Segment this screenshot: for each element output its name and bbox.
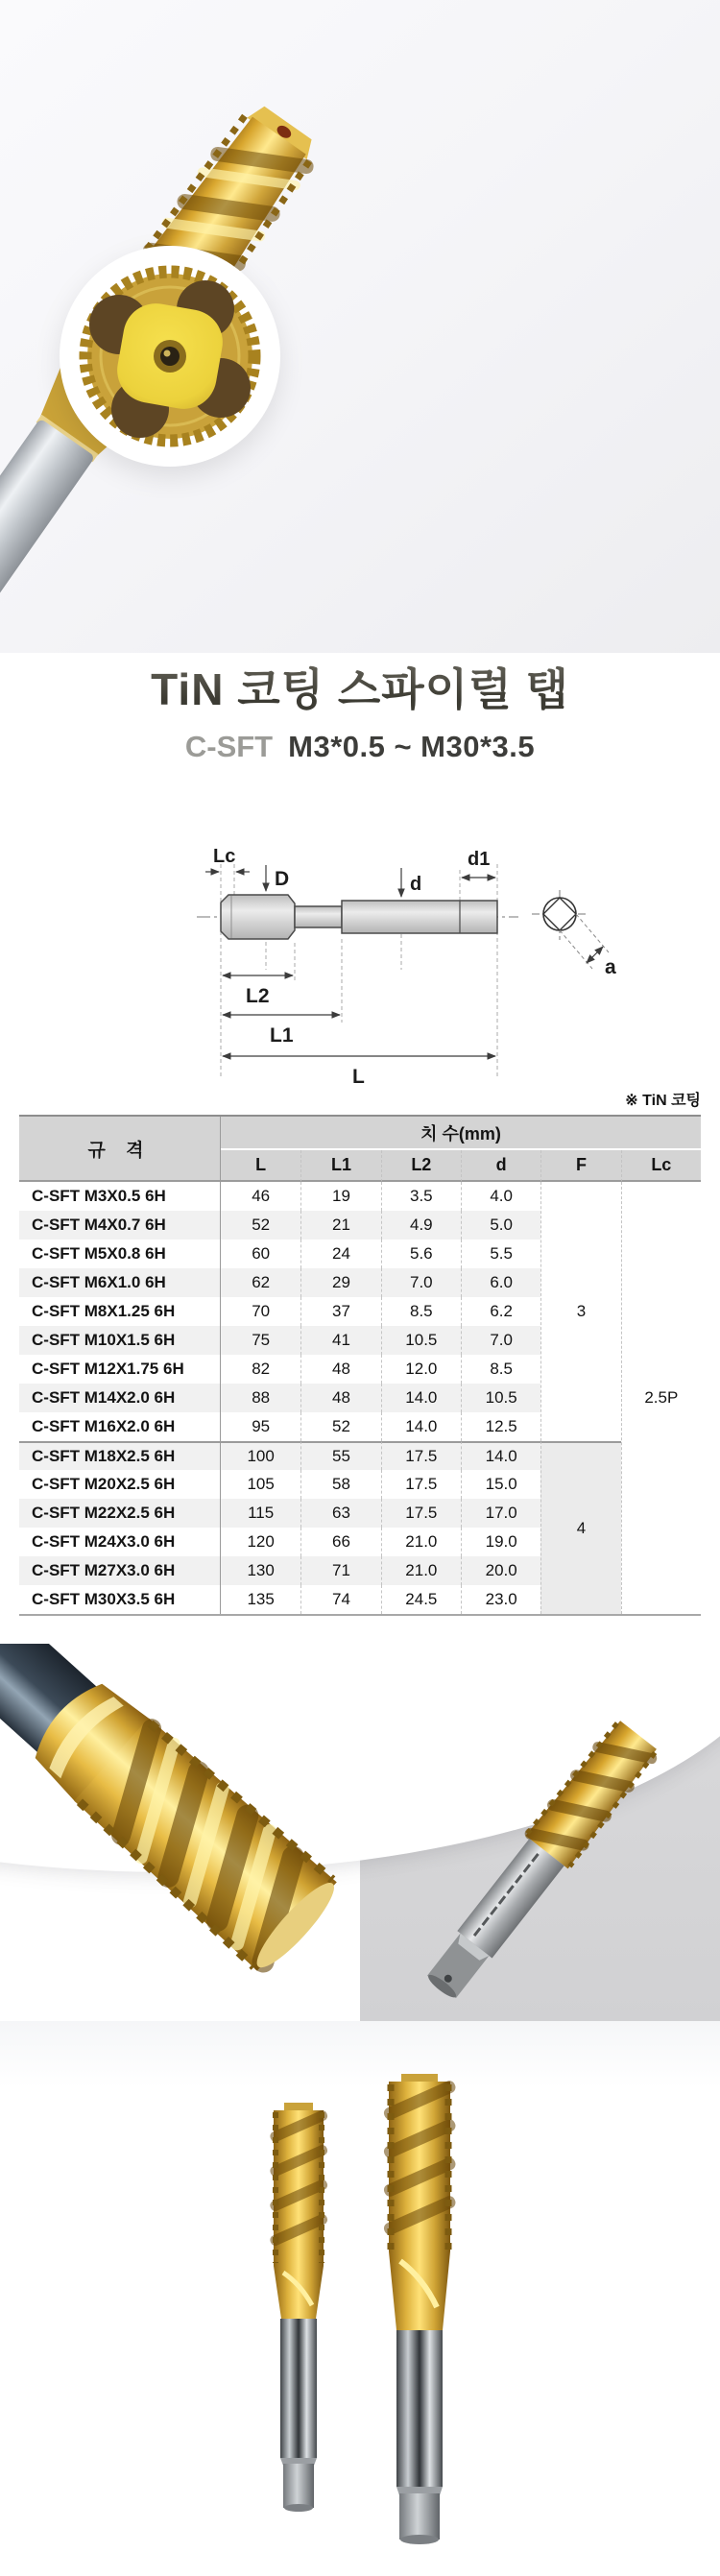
table-cell-L2: 17.5 bbox=[381, 1470, 461, 1499]
table-cell-L2: 21.0 bbox=[381, 1556, 461, 1585]
table-row-spec: C-SFT M27X3.0 6H bbox=[19, 1556, 221, 1585]
small-tap bbox=[269, 2103, 329, 2512]
table-row-spec: C-SFT M24X3.0 6H bbox=[19, 1528, 221, 1556]
table-cell-L1: 48 bbox=[300, 1355, 380, 1384]
table-cell-L2: 5.6 bbox=[381, 1240, 461, 1268]
large-tap bbox=[382, 2074, 457, 2544]
table-cell-L2: 17.5 bbox=[381, 1499, 461, 1528]
f-merged-cell-1: 3 bbox=[540, 1182, 620, 1441]
diagram-label-D: D bbox=[275, 868, 290, 890]
table-cell-L: 95 bbox=[221, 1412, 300, 1441]
table-cell-L: 75 bbox=[221, 1326, 300, 1355]
table-cell-L2: 21.0 bbox=[381, 1528, 461, 1556]
table-cell-d: 6.0 bbox=[461, 1268, 540, 1297]
table-cell-L: 70 bbox=[221, 1297, 300, 1326]
hero-section bbox=[0, 0, 720, 653]
diagram-label-L: L bbox=[352, 1066, 365, 1088]
sub-header-L: L bbox=[221, 1150, 300, 1182]
dims-header: 치 수(mm) bbox=[221, 1117, 701, 1150]
subtitle-range: M3*0.5 ~ M30*3.5 bbox=[288, 730, 536, 763]
table-cell-L1: 66 bbox=[300, 1528, 380, 1556]
two-taps-photo bbox=[0, 2021, 720, 2576]
table-cell-L1: 74 bbox=[300, 1585, 380, 1614]
table-cell-d: 17.0 bbox=[461, 1499, 540, 1528]
table-row-spec: C-SFT M30X3.5 6H bbox=[19, 1585, 221, 1614]
table-cell-L2: 7.0 bbox=[381, 1268, 461, 1297]
page-title: TiN 코팅 스파이럴 탭 bbox=[0, 655, 720, 718]
table-cell-L2: 17.5 bbox=[381, 1441, 461, 1470]
subtitle-model: C-SFT bbox=[184, 730, 274, 763]
table-row-spec: C-SFT M6X1.0 6H bbox=[19, 1268, 221, 1297]
table-cell-L2: 14.0 bbox=[381, 1384, 461, 1412]
tap-point-closeup bbox=[60, 246, 280, 467]
subtitle bbox=[0, 730, 720, 764]
table-row-spec: C-SFT M18X2.5 6H bbox=[19, 1441, 221, 1470]
table-cell-L2: 3.5 bbox=[381, 1182, 461, 1211]
table-cell-d: 5.0 bbox=[461, 1211, 540, 1240]
inset-circle bbox=[60, 246, 280, 467]
table-row-spec: C-SFT M5X0.8 6H bbox=[19, 1240, 221, 1268]
table-row-spec: C-SFT M10X1.5 6H bbox=[19, 1326, 221, 1355]
sub-header-Lc: Lc bbox=[621, 1150, 701, 1182]
diagram-label-L1: L1 bbox=[270, 1024, 294, 1047]
diagram-label-d: d bbox=[410, 874, 422, 895]
table-cell-L1: 37 bbox=[300, 1297, 380, 1326]
table-cell-L: 100 bbox=[221, 1441, 300, 1470]
table-cell-L: 130 bbox=[221, 1556, 300, 1585]
table-cell-L: 60 bbox=[221, 1240, 300, 1268]
spec-table bbox=[19, 1115, 701, 1616]
table-cell-d: 14.0 bbox=[461, 1441, 540, 1470]
table-cell-L2: 8.5 bbox=[381, 1297, 461, 1326]
f-merged-cell-2: 4 bbox=[540, 1441, 620, 1614]
table-row-spec: C-SFT M3X0.5 6H bbox=[19, 1182, 221, 1211]
table-cell-d: 4.0 bbox=[461, 1182, 540, 1211]
table-cell-L: 115 bbox=[221, 1499, 300, 1528]
table-cell-L1: 58 bbox=[300, 1470, 380, 1499]
table-cell-L2: 4.9 bbox=[381, 1211, 461, 1240]
table-cell-L: 52 bbox=[221, 1211, 300, 1240]
bottom-photo-section bbox=[0, 2021, 720, 2576]
table-cell-L1: 55 bbox=[300, 1441, 380, 1470]
table-cell-L1: 19 bbox=[300, 1182, 380, 1211]
table-cell-d: 12.5 bbox=[461, 1412, 540, 1441]
table-cell-L2: 10.5 bbox=[381, 1326, 461, 1355]
table-row-spec: C-SFT M4X0.7 6H bbox=[19, 1211, 221, 1240]
table-cell-L1: 71 bbox=[300, 1556, 380, 1585]
table-cell-d: 6.2 bbox=[461, 1297, 540, 1326]
table-cell-L1: 24 bbox=[300, 1240, 380, 1268]
photo-right-tap bbox=[360, 1644, 720, 2021]
diagram-label-lc: Lc bbox=[213, 846, 236, 867]
table-cell-d: 23.0 bbox=[461, 1585, 540, 1614]
title-block bbox=[0, 655, 720, 764]
table-row-spec: C-SFT M14X2.0 6H bbox=[19, 1384, 221, 1412]
sub-header-d: d bbox=[461, 1150, 540, 1182]
sub-header-L1: L1 bbox=[300, 1150, 380, 1182]
table-row-spec: C-SFT M22X2.5 6H bbox=[19, 1499, 221, 1528]
table-cell-L1: 52 bbox=[300, 1412, 380, 1441]
table-cell-L1: 63 bbox=[300, 1499, 380, 1528]
table-row-spec: C-SFT M20X2.5 6H bbox=[19, 1470, 221, 1499]
lc-merged-cell: 2.5P bbox=[621, 1182, 701, 1614]
table-cell-d: 20.0 bbox=[461, 1556, 540, 1585]
table-cell-d: 19.0 bbox=[461, 1528, 540, 1556]
table-cell-L1: 21 bbox=[300, 1211, 380, 1240]
table-cell-L: 135 bbox=[221, 1585, 300, 1614]
table-cell-d: 10.5 bbox=[461, 1384, 540, 1412]
table-cell-L: 62 bbox=[221, 1268, 300, 1297]
table-cell-L1: 41 bbox=[300, 1326, 380, 1355]
table-cell-d: 8.5 bbox=[461, 1355, 540, 1384]
table-cell-L: 82 bbox=[221, 1355, 300, 1384]
table-row-spec: C-SFT M12X1.75 6H bbox=[19, 1355, 221, 1384]
photo-left-tap bbox=[0, 1644, 360, 2021]
table-cell-L: 46 bbox=[221, 1182, 300, 1211]
diagram-label-a: a bbox=[605, 956, 616, 978]
diagram-label-d1: d1 bbox=[468, 849, 491, 870]
table-cell-d: 7.0 bbox=[461, 1326, 540, 1355]
table-row-spec: C-SFT M16X2.0 6H bbox=[19, 1412, 221, 1441]
table-cell-d: 5.5 bbox=[461, 1240, 540, 1268]
diagram-label-L2: L2 bbox=[246, 985, 270, 1007]
table-cell-L1: 48 bbox=[300, 1384, 380, 1412]
table-cell-L2: 24.5 bbox=[381, 1585, 461, 1614]
table-cell-L: 105 bbox=[221, 1470, 300, 1499]
sub-header-L2: L2 bbox=[381, 1150, 461, 1182]
table-cell-L: 120 bbox=[221, 1528, 300, 1556]
dimension-diagram bbox=[0, 821, 720, 1104]
table-row-spec: C-SFT M8X1.25 6H bbox=[19, 1297, 221, 1326]
table-cell-L2: 12.0 bbox=[381, 1355, 461, 1384]
table-cell-L2: 14.0 bbox=[381, 1412, 461, 1441]
table-cell-d: 15.0 bbox=[461, 1470, 540, 1499]
table-cell-L1: 29 bbox=[300, 1268, 380, 1297]
sub-header-F: F bbox=[540, 1150, 620, 1182]
mid-photos-section bbox=[0, 1644, 720, 2021]
spec-column-header: 규 격 bbox=[19, 1117, 221, 1182]
table-cell-L: 88 bbox=[221, 1384, 300, 1412]
coating-note: ※ TiN 코팅 bbox=[625, 1093, 701, 1109]
